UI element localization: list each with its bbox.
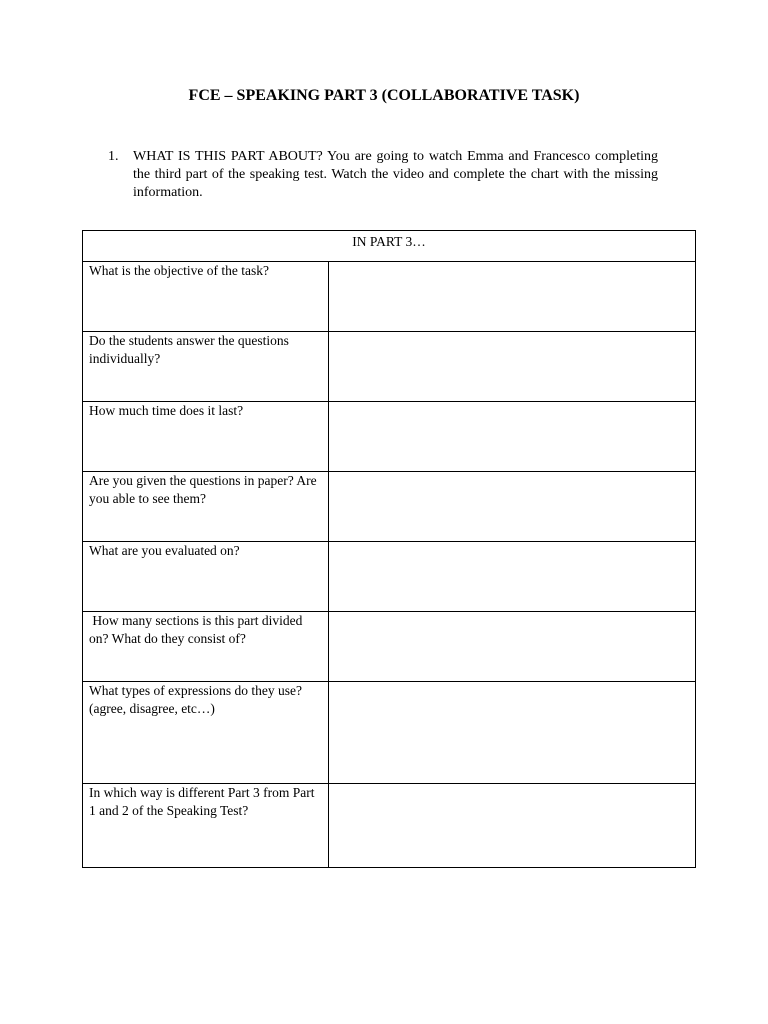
missing-information-chart: [82, 230, 696, 868]
instruction-number: 1.: [108, 149, 119, 164]
answer-cell[interactable]: [329, 332, 696, 402]
question-cell: What are you evaluated on?: [83, 542, 329, 612]
question-cell: How many sections is this part divided on? What do they consist of?: [83, 612, 329, 682]
chart-header: IN PART 3…: [83, 231, 696, 262]
table-row: [83, 682, 696, 784]
answer-cell[interactable]: [329, 784, 696, 868]
table-row: [83, 472, 696, 542]
table-row: [83, 612, 696, 682]
table-row: [83, 542, 696, 612]
question-cell: Do the students answer the questions individually?: [83, 332, 329, 402]
question-cell: What is the objective of the task?: [83, 262, 329, 332]
answer-cell[interactable]: [329, 262, 696, 332]
table-row: [83, 784, 696, 868]
table-row: [83, 262, 696, 332]
instruction-list: [108, 148, 658, 202]
answer-cell[interactable]: [329, 612, 696, 682]
instruction-item: [108, 148, 658, 202]
answer-cell[interactable]: [329, 402, 696, 472]
chart-header-row: [83, 231, 696, 262]
instruction-text: WHAT IS THIS PART ABOUT? You are going to watch Emma and Francesco completing the third part of the speaking test. Watch the video and complete the chart with the missing information.: [133, 149, 658, 200]
question-cell: In which way is different Part 3 from Part 1 and 2 of the Speaking Test?: [83, 784, 329, 868]
page-title: FCE – SPEAKING PART 3 (COLLABORATIVE TASK): [188, 87, 580, 104]
question-cell: How much time does it last?: [83, 402, 329, 472]
table-row: [83, 332, 696, 402]
answer-cell[interactable]: [329, 542, 696, 612]
answer-cell[interactable]: [329, 682, 696, 784]
answer-cell[interactable]: [329, 472, 696, 542]
question-cell: What types of expressions do they use? (agree, disagree, etc…): [83, 682, 329, 784]
question-cell: Are you given the questions in paper? Are you able to see them?: [83, 472, 329, 542]
table-row: [83, 402, 696, 472]
